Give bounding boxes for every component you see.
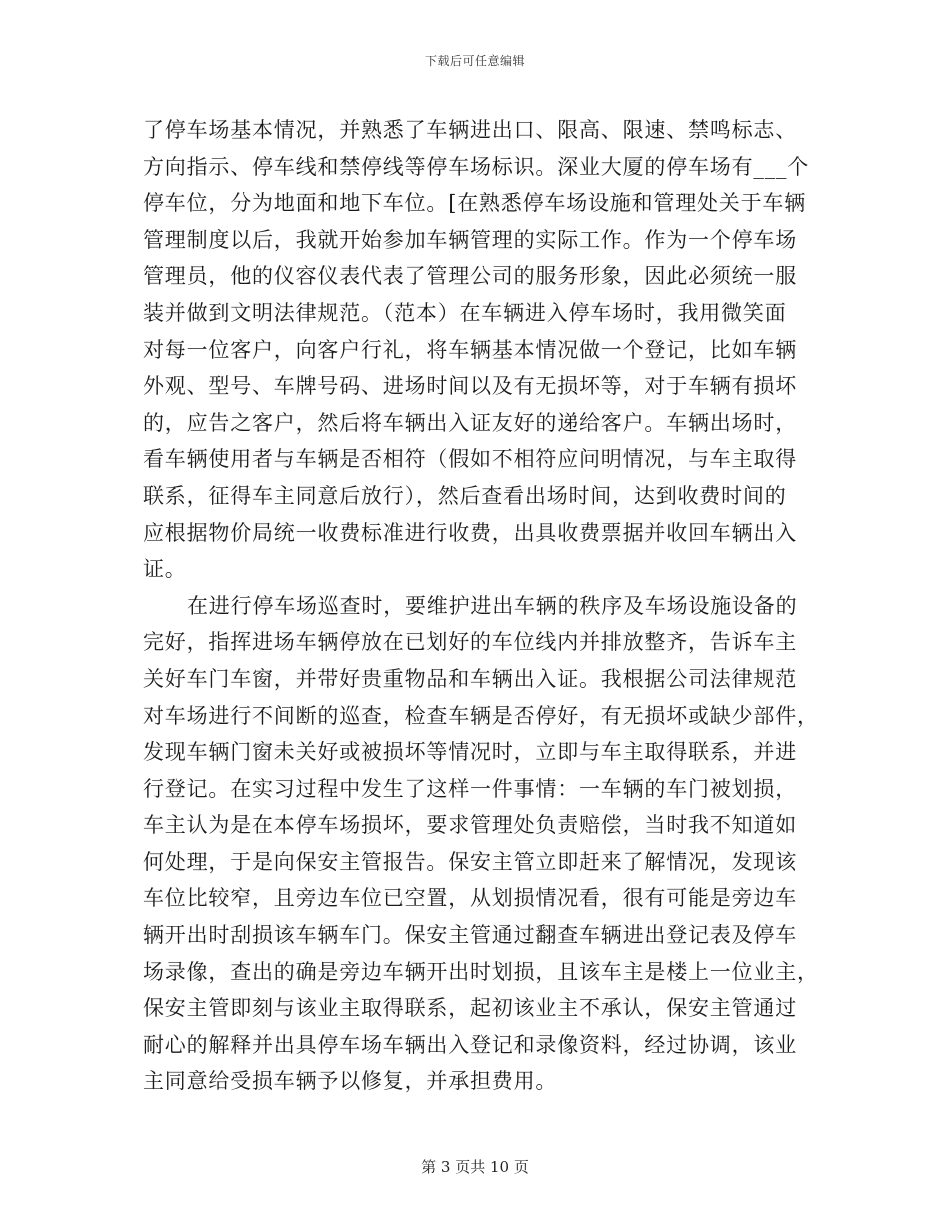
text-line: 对车场进行不间断的巡查，检查车辆是否停好，有无损坏或缺少部件， [143, 703, 819, 728]
text-line: 关好车门车窗，并带好贵重物品和车辆出入证。我根据公司法律规范 [143, 666, 797, 691]
text-line: 联系，征得车主同意后放行），然后查看出场时间，达到收费时间的 [143, 483, 787, 508]
text-line: 保安主管即刻与该业主取得联系，起初该业主不承认，保安主管通过 [143, 996, 797, 1021]
text-line: 完好，指挥进场车辆停放在已划好的车位线内并排放整齐，告诉车主 [143, 630, 797, 655]
text-line: 场录像，查出的确是旁边车辆开出时划损，且该车主是楼上一位业主， [143, 959, 819, 984]
text-line: 了停车场基本情况，并熟悉了车辆进出口、限高、限速、禁鸣标志、 [143, 118, 797, 142]
page-header: 下载后可任意编辑 [424, 54, 525, 68]
text-line: 辆开出时刮损该车辆车门。保安主管通过翻查车辆进出登记表及停车 [143, 923, 797, 948]
text-line: 的，应告之客户，然后将车辆出入证友好的递给客户。车辆出场时， [143, 410, 797, 435]
text-line: 外观、型号、车牌号码、进场时间以及有无损坏等，对于车辆有损坏 [143, 374, 797, 399]
text-line: 证。 [143, 557, 187, 582]
text-line: 对每一位客户，向客户行礼，将车辆基本情况做一个登记，比如车辆 [143, 337, 797, 362]
text-line: 车位比较窄，且旁边车位已空置，从划损情况看，很有可能是旁边车 [143, 886, 797, 911]
text-line: 行登记。在实习过程中发生了这样一件事情：一车辆的车门被划损， [143, 776, 797, 801]
text-line: 装并做到文明法律规范。（范本）在车辆进入停车场时，我用微笑面 [143, 300, 787, 325]
text-line: 管理制度以后，我就开始参加车辆管理的实际工作。作为一个停车场 [143, 227, 797, 252]
text-line: 何处理，于是向保安主管报告。保安主管立即赶来了解情况，发现该 [143, 849, 797, 874]
document-body [143, 112, 819, 1100]
page-number: 第 3 页共 10 页 [421, 1158, 529, 1176]
text-line: 停车位，分为地面和地下车位。[在熟悉停车场设施和管理处关于车辆 [143, 191, 806, 216]
text-line: 主同意给受损车辆予以修复，并承担费用。 [143, 1069, 558, 1094]
paragraph-first-line: 在进行停车场巡查时，要维护进出车辆的秩序及车场设施设备的 [187, 593, 798, 618]
text-line: 看车辆使用者与车辆是否相符（假如不相符应问明情况，与车主取得 [143, 447, 797, 472]
text-line: 车主认为是在本停车场损坏，要求管理处负责赔偿，当时我不知道如 [143, 813, 797, 838]
text-line: 方向指示、停车线和禁停线等停车场标识。深业大厦的停车场有___个 [143, 154, 810, 179]
text-line: 应根据物价局统一收费标准进行收费，出具收费票据并收回车辆出入 [143, 520, 797, 545]
text-line: 耐心的解释并出具停车场车辆出入登记和录像资料，经过协调，该业 [143, 1032, 797, 1057]
text-line: 发现车辆门窗未关好或被损坏等情况时，立即与车主取得联系，并进 [143, 740, 797, 765]
text-line: 管理员，他的仪容仪表代表了管理公司的服务形象，因此必须统一服 [143, 264, 797, 289]
